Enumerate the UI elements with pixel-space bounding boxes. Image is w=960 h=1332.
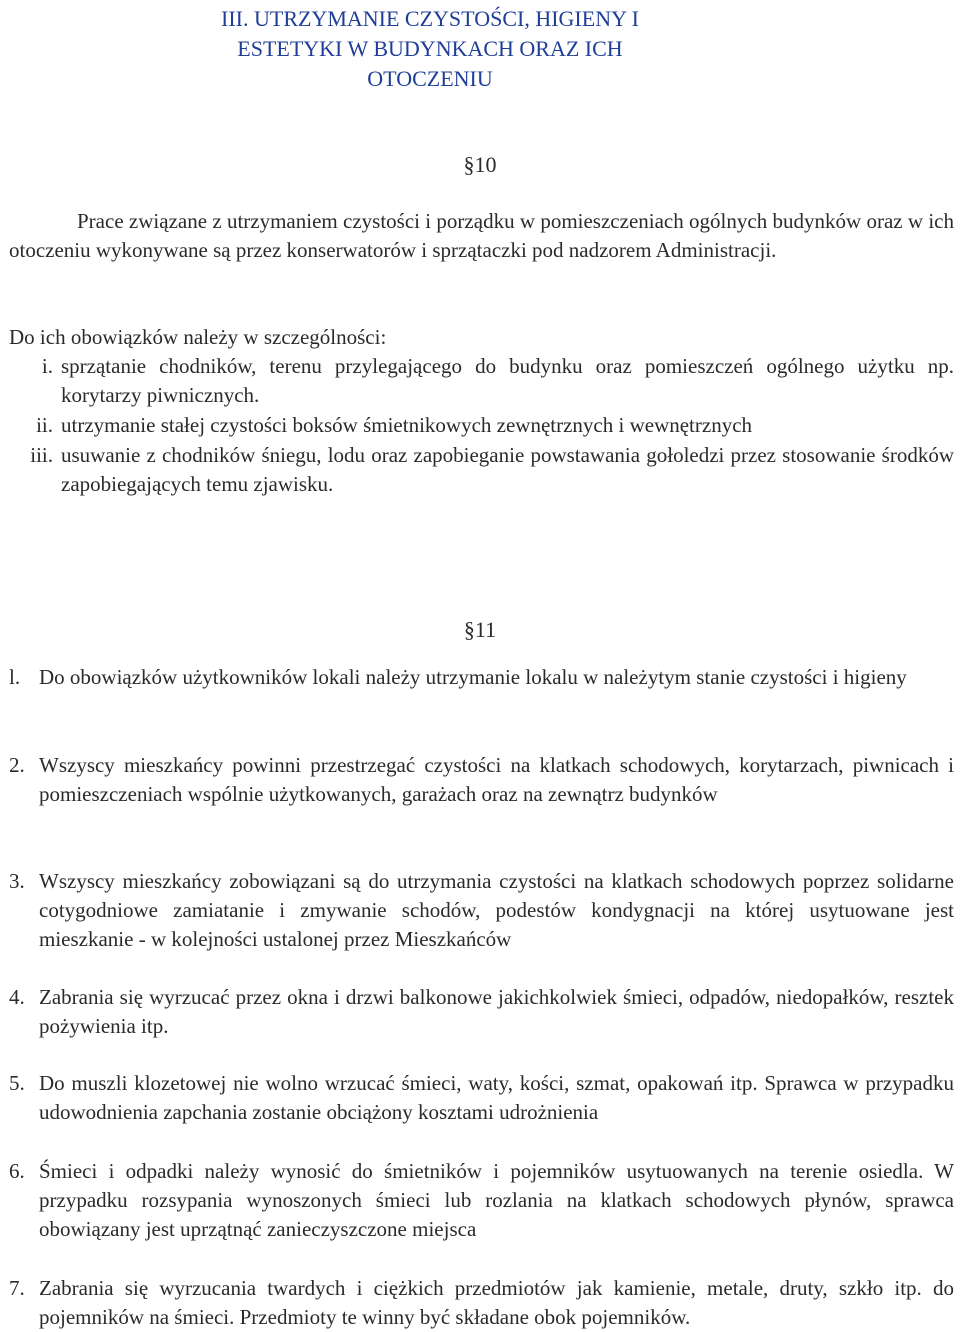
rule-marker: 6. — [9, 1159, 25, 1183]
section-10-mark: §10 — [463, 152, 497, 177]
rule-text: Zabrania się wyrzucania twardych i ciężkich przedmiotów jak kamienie, metale, druty, szkło itp. do pojemników na śmieci. Przedmioty te winny być składane obok pojemników. — [39, 1276, 954, 1329]
rule-text: Wszyscy mieszkańcy powinni przestrzegać czystości na klatkach schodowych, korytarzach, piwnicach i pomieszczeniach wspólnie użytkowanych, garażach oraz na zewnątrz budynków — [39, 753, 954, 806]
duty-marker: i. — [41, 354, 53, 378]
chapter-heading — [130, 4, 730, 94]
chapter-heading-line: III. UTRZYMANIE CZYSTOŚCI, HIGIENY I — [221, 6, 639, 31]
duty-text: utrzymanie stałej czystości boksów śmietnikowych zewnętrznych i wewnętrznych — [61, 413, 753, 437]
rule-marker: l. — [9, 665, 21, 689]
rule-marker: 2. — [9, 753, 25, 777]
rule-marker: 5. — [9, 1071, 25, 1095]
duty-marker: ii. — [36, 413, 53, 437]
rule-marker: 7. — [9, 1276, 25, 1300]
duty-text: usuwanie z chodników śniegu, lodu oraz zapobieganie powstawania gołoledzi przez stosowanie środków zapobiegających temu zjawisku. — [61, 443, 954, 496]
duty-marker: iii. — [30, 443, 53, 467]
rule-marker: 4. — [9, 985, 25, 1009]
rule-text: Wszyscy mieszkańcy zobowiązani są do utrzymania czystości na klatkach schodowych poprzez solidarne cotygodniowe zamiatanie i zmywanie schodów, podestów kondygnacji na której usytuowane jest mieszkanie - w kolejności ustalonej przez Mieszkańców — [39, 869, 954, 951]
duty-text: sprzątanie chodników, terenu przylegającego do budynku oraz pomieszczeń ogólnego użytku np. korytarzy piwnicznych. — [61, 354, 954, 407]
rule-text: Do obowiązków użytkowników lokali należy utrzymanie lokalu w należytym stanie czystości i higieny — [39, 665, 907, 689]
chapter-heading-line: OTOCZENIU — [367, 66, 493, 91]
rule-text: Do muszli klozetowej nie wolno wrzucać śmieci, waty, kości, szmat, opakowań itp. Sprawca w przypadku udowodnienia zapchania zostanie obciążony kosztami udrożnienia — [39, 1071, 954, 1124]
rule-text: Śmieci i odpadki należy wynosić do śmietników i pojemników usytuowanych na terenie osiedla. W przypadku rozsypania wynoszonych śmieci lub rozlania na klatkach schodowych płynów, sprawca obowiązany jest uprzątnąć zanieczyszczone miejsca — [39, 1159, 954, 1241]
section-11-mark: §11 — [463, 617, 497, 642]
rule-marker: 3. — [9, 869, 25, 893]
section-10-intro: Prace związane z utrzymaniem czystości i porządku w pomieszczeniach ogólnych budynków oraz w ich otoczeniu wykonywane są przez konserwatorów i sprzątaczki pod nadzorem Administracji. — [9, 209, 954, 262]
section-10-duties-lead: Do ich obowiązków należy w szczególności: — [9, 325, 387, 349]
rule-text: Zabrania się wyrzucać przez okna i drzwi balkonowe jakichkolwiek śmieci, odpadów, niedopałków, resztek pożywienia itp. — [39, 985, 954, 1038]
chapter-heading-line: ESTETYKI W BUDYNKACH ORAZ ICH — [237, 36, 623, 61]
